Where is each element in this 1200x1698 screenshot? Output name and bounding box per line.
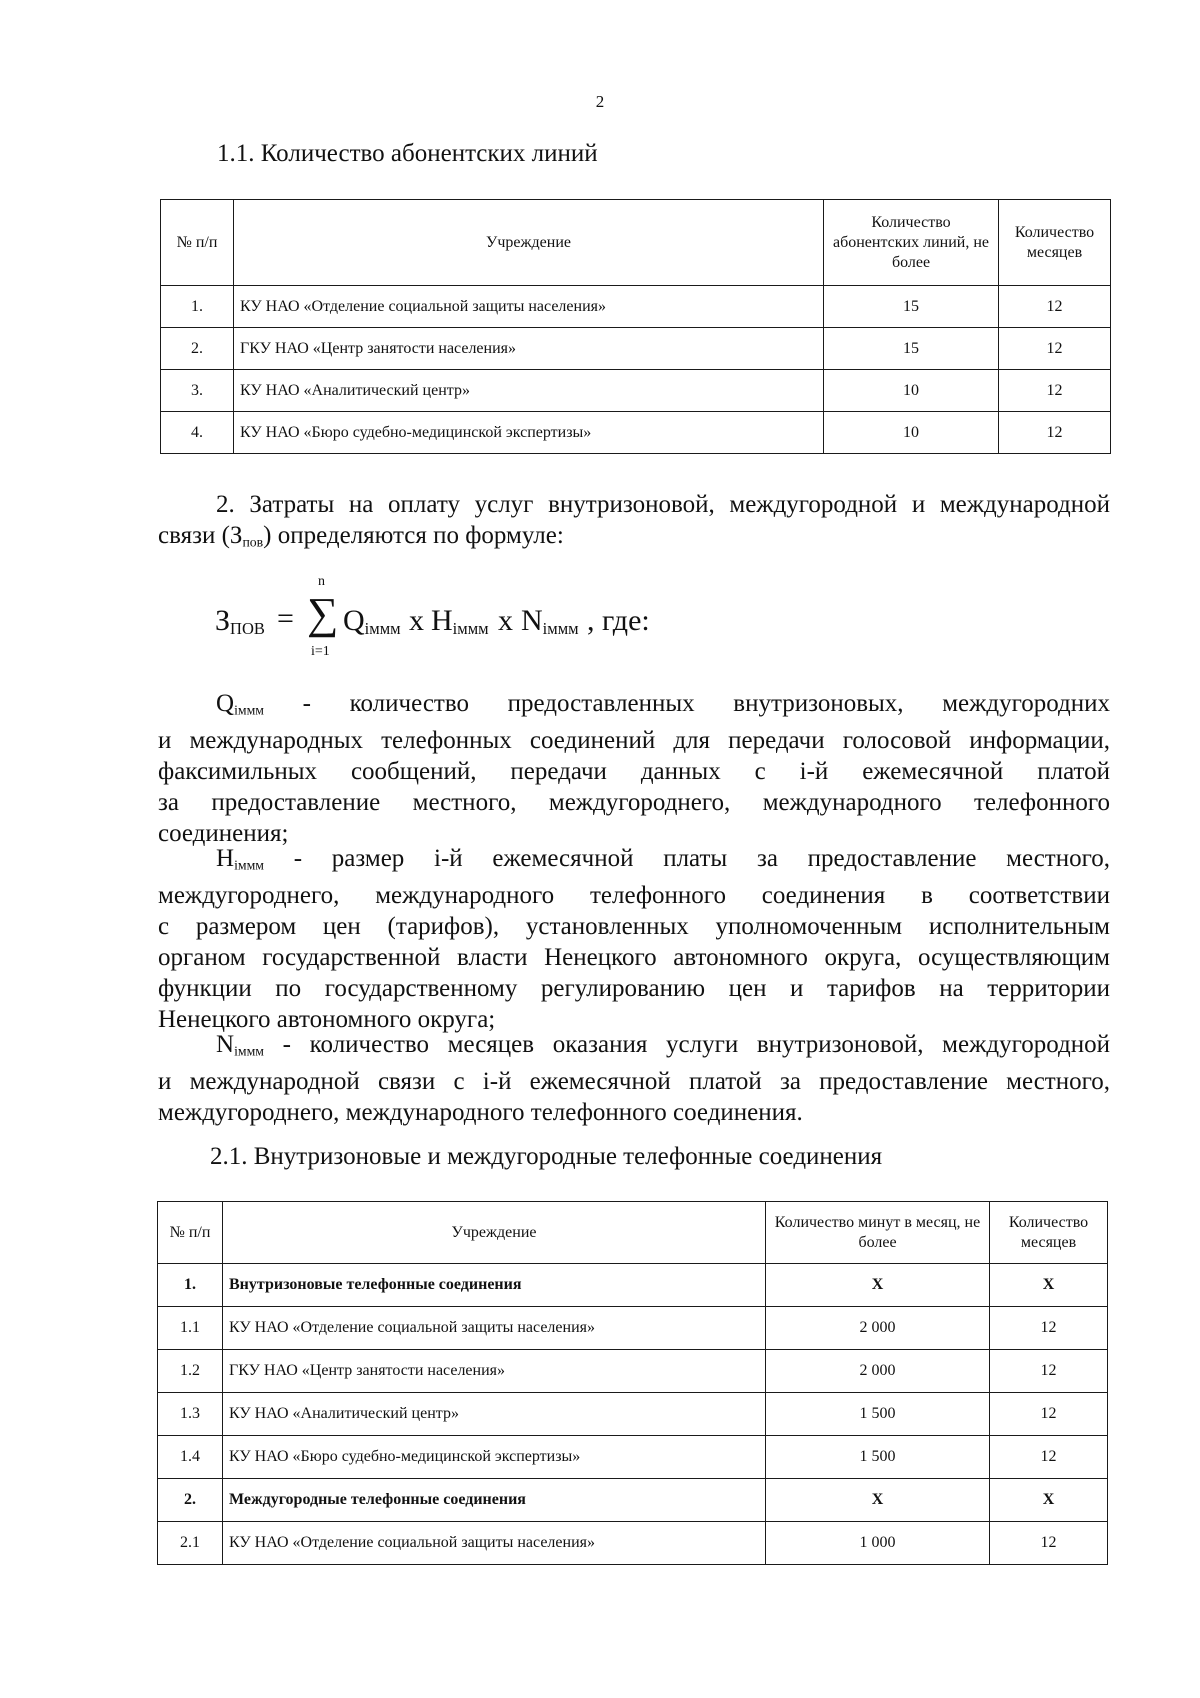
h-def-line-2: междугороднего, международного телефонного соединения в соответствии	[158, 882, 1110, 910]
row-minutes: 1 500	[766, 1436, 990, 1479]
row-minutes: Х	[766, 1479, 990, 1522]
formula-lhs-sub: ПОВ	[230, 619, 265, 639]
row-num: 3.	[161, 370, 234, 412]
header-months: Количество месяцев	[999, 200, 1111, 286]
n-def-symbol-sub: iммм	[234, 1043, 264, 1059]
h-def-line-5: функции по государственному регулированию цен и тарифов на территории	[158, 975, 1110, 1003]
phone-connections-table	[157, 1201, 1108, 1565]
row-num: 1.	[158, 1264, 223, 1307]
row-lines: 10	[824, 370, 999, 412]
row-lines: 15	[824, 286, 999, 328]
formula-equals: =	[277, 602, 294, 635]
table-row	[158, 1393, 1108, 1436]
row-lines: 10	[824, 412, 999, 454]
row-minutes: 1 500	[766, 1393, 990, 1436]
formula-lhs	[215, 604, 265, 639]
h-def-symbol	[216, 845, 264, 872]
row-minutes: 2 000	[766, 1350, 990, 1393]
header-institution: Учреждение	[223, 1202, 766, 1264]
row-institution: КУ НАО «Отделение социальной защиты населения»	[223, 1307, 766, 1350]
h-def-symbol-letter: H	[216, 845, 235, 872]
q-definition	[158, 688, 1110, 849]
row-num: 2.1	[158, 1522, 223, 1565]
n-def-line-2: и международной связи с i-й ежемесячной платой за предоставление местного,	[158, 1068, 1110, 1096]
row-num: 1.2	[158, 1350, 223, 1393]
row-minutes: 1 000	[766, 1522, 990, 1565]
formula-n	[521, 604, 579, 639]
section-1-1-title: 1.1. Количество абонентских линий	[217, 140, 598, 167]
row-institution: ГКУ НАО «Центр занятости населения»	[223, 1350, 766, 1393]
q-def-line-2: и международных телефонных соединений для передачи голосовой информации,	[158, 727, 1110, 755]
row-institution: КУ НАО «Бюро судебно-медицинской экспертизы»	[223, 1436, 766, 1479]
table-header-row	[158, 1202, 1108, 1264]
table-row	[158, 1264, 1108, 1307]
formula-lhs-symbol: З	[215, 604, 231, 637]
row-months: 12	[999, 328, 1111, 370]
h-def-symbol-sub: iммм	[234, 857, 264, 873]
q-def-line-4: за предоставление местного, междугороднего, международного телефонного	[158, 789, 1110, 817]
q-def-line-3: факсимильных сообщений, передачи данных с i-й ежемесячной платой	[158, 758, 1110, 786]
row-num: 1.3	[158, 1393, 223, 1436]
row-months: Х	[990, 1264, 1108, 1307]
row-months: 12	[990, 1522, 1108, 1565]
row-minutes: 2 000	[766, 1307, 990, 1350]
h-def-line-1	[158, 843, 1110, 880]
intro-line-1: 2. Затраты на оплату услуг внутризоновой, междугородной и международной	[216, 491, 1110, 518]
table-row	[161, 370, 1111, 412]
header-lines: Количество абонентских линий, не более	[824, 200, 999, 286]
formula-h-sub: iммм	[452, 619, 489, 639]
q-def-line-5: соединения;	[158, 820, 289, 848]
formula-times-1: x	[409, 604, 424, 637]
row-minutes: Х	[766, 1264, 990, 1307]
row-num: 4.	[161, 412, 234, 454]
h-def-line-6: Ненецкого автономного округа;	[158, 1006, 496, 1034]
row-months: 12	[999, 286, 1111, 328]
table-row	[158, 1307, 1108, 1350]
row-institution: КУ НАО «Аналитический центр»	[234, 370, 824, 412]
subscriber-lines-table	[160, 199, 1111, 454]
row-institution: КУ НАО «Отделение социальной защиты населения»	[234, 286, 824, 328]
formula-sum-sign: ∑	[307, 589, 339, 638]
formula-q	[343, 604, 401, 639]
table-row	[161, 328, 1111, 370]
row-months: 12	[999, 370, 1111, 412]
row-institution: Междугородные телефонные соединения	[223, 1479, 766, 1522]
table-row	[158, 1479, 1108, 1522]
row-institution: КУ НАО «Отделение социальной защиты населения»	[223, 1522, 766, 1565]
row-num: 2.	[161, 328, 234, 370]
h-def-line-3: с размером цен (тарифов), установленных уполномоченным исполнительным	[158, 913, 1110, 941]
row-lines: 15	[824, 328, 999, 370]
table-row	[158, 1522, 1108, 1565]
formula-sum-bottom: i=1	[311, 644, 330, 659]
header-institution: Учреждение	[234, 200, 824, 286]
row-months: 12	[990, 1393, 1108, 1436]
row-institution: КУ НАО «Аналитический центр»	[223, 1393, 766, 1436]
formula-tail: , где:	[587, 604, 650, 637]
row-num: 2.	[158, 1479, 223, 1522]
row-institution: КУ НАО «Бюро судебно-медицинской экспертизы»	[234, 412, 824, 454]
q-def-line-1-text: - количество предоставленных внутризоновых, междугородних	[264, 690, 1110, 717]
formula-q-symbol: Q	[343, 604, 365, 637]
q-def-symbol	[216, 690, 264, 717]
formula-h	[431, 604, 489, 639]
row-months: 12	[990, 1350, 1108, 1393]
formula-q-sub: iммм	[364, 619, 401, 639]
row-months: 12	[990, 1307, 1108, 1350]
row-months: Х	[990, 1479, 1108, 1522]
intro-line-2	[158, 520, 1110, 557]
formula-times-2: x	[498, 604, 513, 637]
h-def-line-4: органом государственной власти Ненецкого автономного округа, осуществляющим	[158, 944, 1110, 972]
header-num: № п/п	[161, 200, 234, 286]
formula-h-symbol: H	[431, 604, 453, 637]
n-definition	[158, 1029, 1110, 1128]
h-definition	[158, 843, 1110, 1035]
header-num: № п/п	[158, 1202, 223, 1264]
header-months: Количество месяцев	[990, 1202, 1108, 1264]
n-def-line-1-text: - количество месяцев оказания услуги внутризоновой, междугородной	[264, 1031, 1110, 1058]
section-2-intro	[158, 489, 1110, 557]
h-def-line-1-text: - размер i-й ежемесячной платы за предоставление местного,	[264, 845, 1110, 872]
row-months: 12	[990, 1436, 1108, 1479]
table-row	[158, 1436, 1108, 1479]
row-num: 1.	[161, 286, 234, 328]
formula-n-sub: iммм	[542, 619, 579, 639]
n-def-symbol-letter: N	[216, 1031, 235, 1058]
q-def-symbol-letter: Q	[216, 690, 235, 717]
n-def-line-3: междугороднего, международного телефонного соединения.	[158, 1099, 803, 1127]
page-number: 2	[595, 92, 605, 111]
table-row	[158, 1350, 1108, 1393]
n-def-symbol	[216, 1031, 264, 1058]
q-def-symbol-sub: iммм	[234, 702, 264, 718]
section-2-1-title: 2.1. Внутризоновые и междугородные телефонные соединения	[210, 1143, 883, 1170]
row-num: 1.4	[158, 1436, 223, 1479]
n-def-line-1	[158, 1029, 1110, 1066]
intro-line-2-a: связи (З	[158, 522, 243, 549]
cost-formula	[215, 574, 715, 668]
q-def-line-1	[158, 688, 1110, 725]
row-institution: Внутризоновые телефонные соединения	[223, 1264, 766, 1307]
row-institution: ГКУ НАО «Центр занятости населения»	[234, 328, 824, 370]
table-row	[161, 286, 1111, 328]
formula-n-symbol: N	[521, 604, 543, 637]
row-num: 1.1	[158, 1307, 223, 1350]
table-row	[161, 412, 1111, 454]
intro-line-2-sub: пов	[242, 534, 264, 550]
table-header-row	[161, 200, 1111, 286]
intro-line-2-b: ) определяются по формуле:	[263, 522, 564, 549]
formula-sum-top: n	[318, 574, 325, 589]
header-minutes: Количество минут в месяц, не более	[766, 1202, 990, 1264]
row-months: 12	[999, 412, 1111, 454]
